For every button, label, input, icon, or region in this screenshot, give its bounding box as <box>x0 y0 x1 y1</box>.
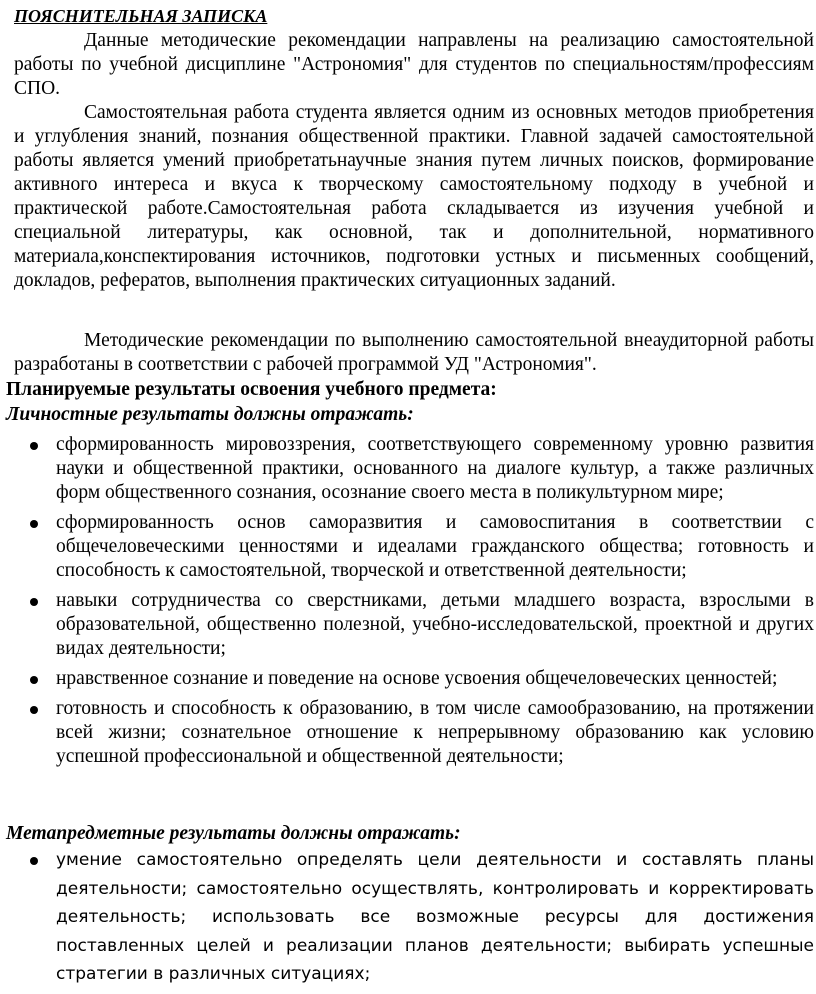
list-item-text: сформированность основ саморазвития и самовоспитания в соответствии с общечеловеческими ценностями и идеалами гражданского общества; готовность и способность к самостоятельной, творческой и ответственной деятельности; <box>56 512 814 581</box>
list-item-text: навыки сотрудничества со сверстниками, детьми младшего возраста, взрослыми в образовательной, общественно полезной, учебно-исследовательской, проектной и других видах деятельности; <box>56 590 814 659</box>
section-heading: Планируемые результаты освоения учебного предмета: <box>6 379 497 400</box>
meta-results-list <box>0 846 816 989</box>
personal-results-heading: Личностные результаты должны отражать: <box>6 404 414 425</box>
document-title: ПОЯСНИТЕЛЬНАЯ ЗАПИСКА <box>14 6 268 26</box>
list-item-text: готовность и способность к образованию, в том числе самообразованию, на протяжении всей жизни; сознательное отношение к непрерывному образованию как условию успешной профессиональной и общественной деятельности; <box>56 698 814 767</box>
bullet-icon <box>30 442 38 450</box>
list-item <box>0 511 816 583</box>
list-item <box>0 697 816 769</box>
list-item <box>0 589 816 661</box>
intro-paragraph-3: Методические рекомендации по выполнению самостоятельной внеаудиторной работы разработаны в соответствии с рабочей программой УД "Астрономия". <box>14 330 814 375</box>
list-item-text: умение самостоятельно определять цели деятельности и составлять планы деятельности; самостоятельно осуществлять, контролировать и корректировать деятельность; использовать все возможные ресурсы для достижения поставленных целей и реализации планов деятельности; выбирать успешные стратегии в различных ситуациях; <box>56 850 814 984</box>
bullet-icon <box>30 706 38 714</box>
bullet-icon <box>30 520 38 528</box>
list-item <box>0 667 816 691</box>
bullet-icon <box>30 676 38 684</box>
list-item-text: сформированность мировоззрения, соответствующего современному уровню развития науки и общественной практики, основанного на диалоге культур, а также различных форм общественного сознания, осознание своего места в поликультурном мире; <box>56 434 814 503</box>
bullet-icon <box>30 598 38 606</box>
meta-results-heading: Метапредметные результаты должны отражать: <box>6 823 461 844</box>
personal-results-list <box>0 433 816 769</box>
list-item <box>0 433 816 505</box>
intro-paragraph-2: Самостоятельная работа студента является одним из основных методов приобретения и углубления знаний, познания общественной практики. Главной задачей самостоятельной работы является умений приобретатьнаучные знания путем личных поисков, формирование активного интереса и вкуса к творческому самостоятельному подходу в учебной и практической работе.Самостоятельная работа складывается из изучения учебной и специальной литературы, как основной, так и дополнительной, нормативного материала,конспектирования источников, подготовки устных и письменных сообщений, докладов, рефератов, выполнения практических ситуационных заданий. <box>14 102 814 291</box>
list-item-text: нравственное сознание и поведение на основе усвоения общечеловеческих ценностей; <box>56 668 778 689</box>
intro-paragraph-1: Данные методические рекомендации направлены на реализацию самостоятельной работы по учебной дисциплине "Астрономия" для студентов по специальностям/профессиям СПО. <box>14 30 814 99</box>
bullet-icon <box>30 857 38 865</box>
list-item <box>0 846 816 989</box>
